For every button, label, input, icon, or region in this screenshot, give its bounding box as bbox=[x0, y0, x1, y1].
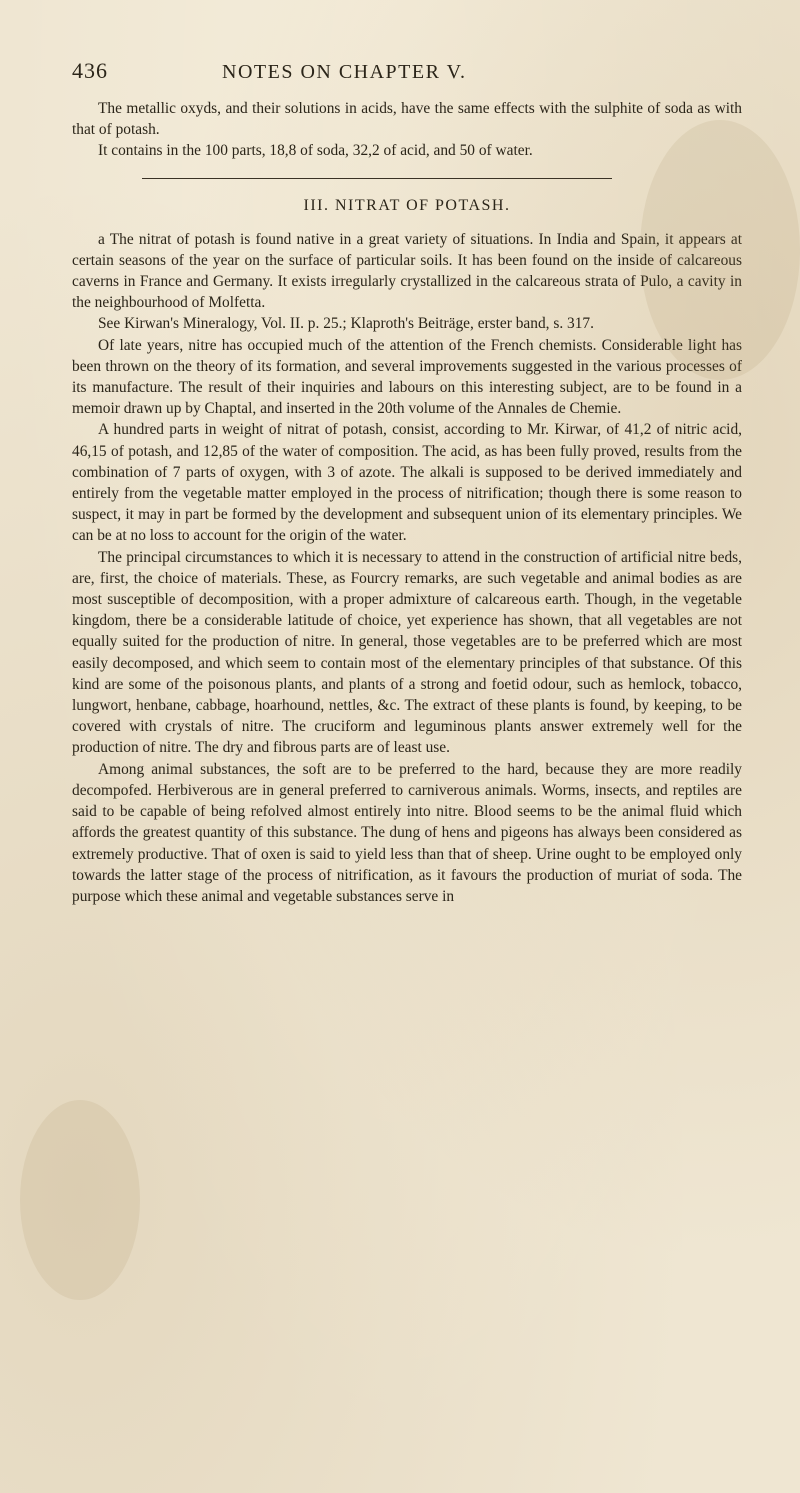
section-divider bbox=[142, 178, 612, 179]
paragraph: Of late years, nitre has occupied much of the attention of the French chemists. Considerable light has been thrown on the theory of its formation, and several improvements suggested in the various processes of its manufacture. The result of their inquiries and labours on this interesting subject, are to be found in a memoir drawn up by Chaptal, and inserted in the 20th volume of the Annales de Chemie. bbox=[72, 336, 742, 418]
citation: See Kirwan's Mineralogy, Vol. II. p. 25.; Klaproth's Beiträge, erster band, s. 317. bbox=[98, 315, 594, 333]
paragraph: A hundred parts in weight of nitrat of potash, consist, according to Mr. Kirwar, of 41,2 of nitric acid, 46,15 of potash, and 12,85 of the water of composition. The acid, as has been fully proved, results from the combination of 7 parts of oxygen, with 3 of azote. The alkali is supposed to be derived immediately and entirely from the vegetable matter employed in the process of nitrification; though there is some reason to suspect, it may in part be formed by the development and subsequent union of its elementary principles. We can be at no loss to account for the origin of the water. bbox=[72, 421, 742, 545]
paragraph: a The nitrat of potash is found native in a great variety of situations. In India and Spain, it appears at certain seasons of the year on the surface of particular soils. It has been found on the inside of calcareous caverns in France and Germany. It exists irregularly crystallized in the calcareous strata of Pulo, a cavity in the neighbourhood of Molfetta. bbox=[72, 230, 742, 312]
paragraph: The metallic oxyds, and their solutions in acids, have the same effects with the sulphite of soda as with that of potash. bbox=[72, 100, 742, 139]
page-number: 436 bbox=[72, 58, 108, 83]
paragraph: It contains in the 100 parts, 18,8 of soda, 32,2 of acid, and 50 of water. bbox=[98, 142, 533, 160]
section-heading: III. NITRAT OF POTASH. bbox=[303, 196, 511, 214]
paragraph: Among animal substances, the soft are to be preferred to the hard, because they are more readily decompofed. Herbiverous are in general preferred to carniverous animals. Worms, insects, and reptiles are said to be capable of being refolved almost entirely into nitre. Blood seems to be the animal fluid which affords the greatest quantity of this substance. The dung of hens and pigeons has always been considered as extremely productive. That of oxen is said to yield less than that of sheep. Urine ought to be employed only towards the latter stage of the process of nitrification, as it favours the production of muriat of soda. The purpose which these animal and vegetable substances serve in bbox=[72, 760, 742, 905]
running-head bbox=[72, 58, 742, 84]
paper-stain bbox=[20, 1100, 140, 1300]
section-body bbox=[72, 229, 742, 908]
running-title: NOTES ON CHAPTER V. bbox=[222, 61, 467, 83]
paragraph: The principal circumstances to which it is necessary to attend in the construction of artificial nitre beds, are, first, the choice of materials. These, as Fourcry remarks, are such vegetable and animal bodies as are most susceptible of decomposition, with a proper admixture of calcareous earth. Though, in the vegetable kingdom, there be a considerable latitude of choice, yet experience has shown, that all vegetables are not equally suited for the production of nitre. In general, those vegetables are to be preferred which are most easily decomposed, and which seem to contain most of the elementary principles of that substance. Of this kind are some of the poisonous plants, and plants of a strong and foetid odour, such as hemlock, tobacco, lungwort, henbane, cabbage, hoarhound, nettles, &c. The extract of these plants is found, by keeping, to be covered with crystals of nitre. The cruciform and leguminous plants answer extremely well for the production of nitre. The dry and fibrous parts are of least use. bbox=[72, 548, 742, 757]
intro-text bbox=[72, 98, 742, 162]
